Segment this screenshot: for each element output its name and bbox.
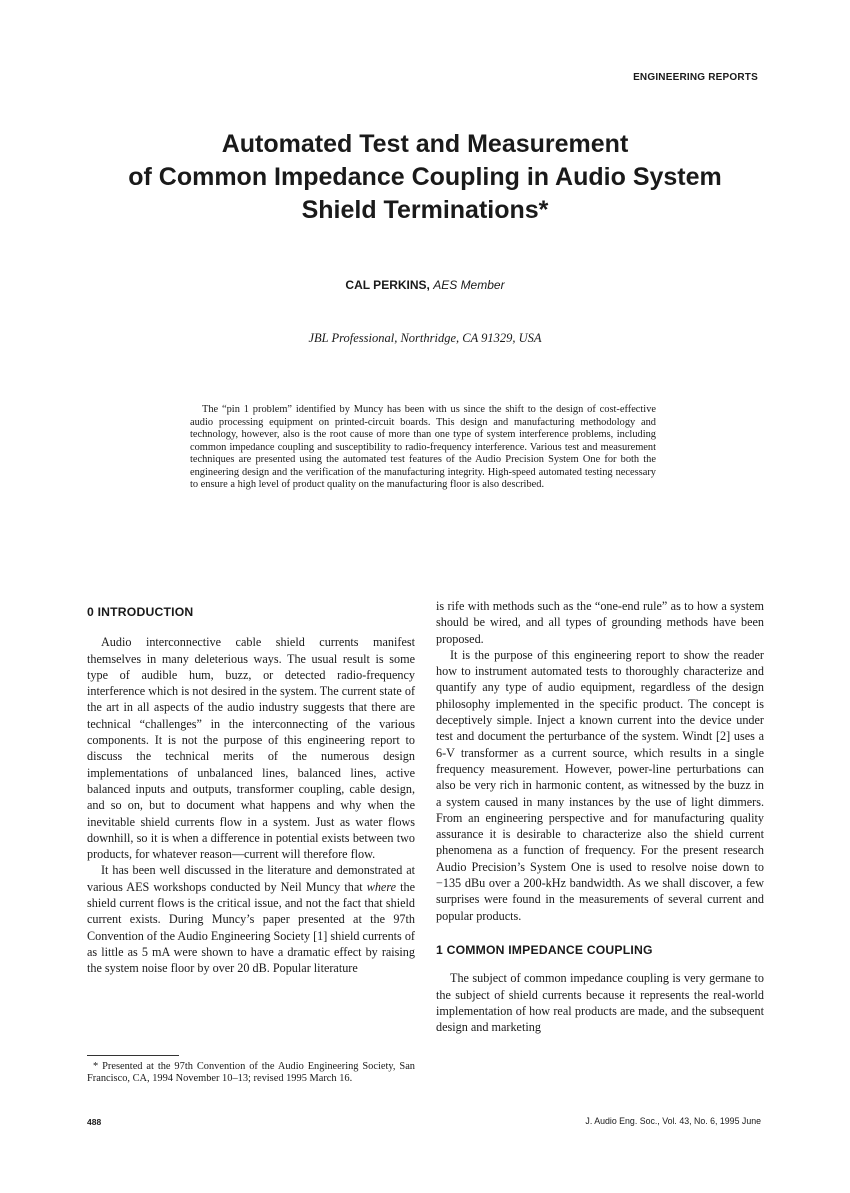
footnote: * Presented at the 97th Convention of the Audio Engineering Society, San Francisco, CA, 1994 November 10–13; revised 1995 March 16. bbox=[87, 1061, 415, 1085]
footnote-rule bbox=[87, 1055, 179, 1056]
intro-paragraph-1: Audio interconnective cable shield currents manifest themselves in many deleterious ways. The usual result is some type of audible hum, buzz, or detected radio-frequency interference which is not desired in the system. The current state of the art in all aspects of the audio industry suggests that there are technical “challenges” in the interconnecting of the various components. It is not the purpose of this engineering report to discuss the technical merits of the numerous design implementations of unbalanced lines, balanced lines, active balanced inputs and outputs, transformer coupling, cable design, and so on, but to document what happens and why when the inevitable shield currents flow in a system. Just as water flows downhill, so it is when a difference in potential exists between two products, for whatever reason—current will therefore flow. bbox=[87, 635, 415, 862]
title-line-3: Shield Terminations* bbox=[301, 196, 549, 224]
intro-paragraph-3: It is the purpose of this engineering report to show the reader how to instrument automated tests to thoroughly characterize and quantify any type of audio equipment, regardless of the design philosophy implemented in the specific product. The concept is deceptively simple. Inject a known current into the device under test and document the perturbance of the system. Windt [2] uses a 6-V transformer as a current source, which results in a single frequency measurement. However, power-line perturbations can also be very rich in harmonic content, as witnessed by the buzz in a system caused in many instances by the use of light dimmers. From an engineering perspective and for manufacturing quality assurance it is desirable to characterize also the shield current phenomena as a function of frequency. For the present research Audio Precision’s System One is used to resolve noise down to −135 dBu over a 200-kHz bandwidth. As we shall discover, a few surprises were found in the measurements of several current and popular products. bbox=[436, 647, 764, 923]
title-line-1: Automated Test and Measurement bbox=[221, 130, 629, 158]
author-affiliation: JBL Professional, Northridge, CA 91329, USA bbox=[308, 331, 542, 345]
title-line-2: of Common Impedance Coupling in Audio System bbox=[128, 163, 722, 191]
author-name: CAL PERKINS, bbox=[345, 278, 430, 292]
coupling-paragraph-1: The subject of common impedance coupling is very germane to the subject of shield currents because it represents the real-world implementation of how real products are made, and the subsequent design and marketing bbox=[436, 971, 764, 1035]
running-head: ENGINEERING REPORTS bbox=[633, 72, 758, 83]
section-heading-introduction: 0 INTRODUCTION bbox=[87, 605, 194, 619]
intro-paragraph-2-end: the shield current flows is the critical issue, and not the fact that shield current exists. During Muncy’s paper presented at the 97th Convention of the Audio Engineering Society [1] shield currents of as little as 5 mA were shown to have a dramatic effect by raising the system noise floor by over 20 dB. Popular literature bbox=[87, 879, 415, 976]
author-line bbox=[0, 278, 850, 292]
section-heading-common-impedance: 1 COMMON IMPEDANCE COUPLING bbox=[436, 942, 653, 957]
journal-citation: J. Audio Eng. Soc., Vol. 43, No. 6, 1995 June bbox=[585, 1116, 761, 1126]
emphasis-where: where bbox=[366, 879, 397, 894]
intro-paragraph-2-continued: is rife with methods such as the “one-end rule” as to how a system should be wired, and all types of grounding methods have been proposed. bbox=[436, 599, 764, 646]
author-membership: AES Member bbox=[433, 278, 505, 292]
intro-paragraph-2-start: It has been well discussed in the literature and demonstrated at various AES workshops conducted by Neil Muncy that bbox=[87, 863, 415, 894]
article-title bbox=[60, 128, 790, 227]
intro-paragraph-2 bbox=[87, 862, 415, 976]
page-number: 488 bbox=[87, 1117, 102, 1127]
right-column bbox=[436, 598, 764, 1035]
left-column bbox=[87, 598, 415, 977]
abstract: The “pin 1 problem” identified by Muncy has been with us since the shift to the design of cost-effective audio processing equipment on printed-circuit boards. This design and manufacturing methodology and technology, however, also is the root cause of more than one type of system interference problems, including common impedance coupling and susceptibility to radio-frequency interference. Various test and measurement techniques are presented using the automated test features of the Audio Precision System One for both the engineering design and the verification of the manufacturing integrity. High-speed automated testing necessary to ensure a high level of product quality on the manufacturing floor is also described. bbox=[190, 404, 656, 490]
